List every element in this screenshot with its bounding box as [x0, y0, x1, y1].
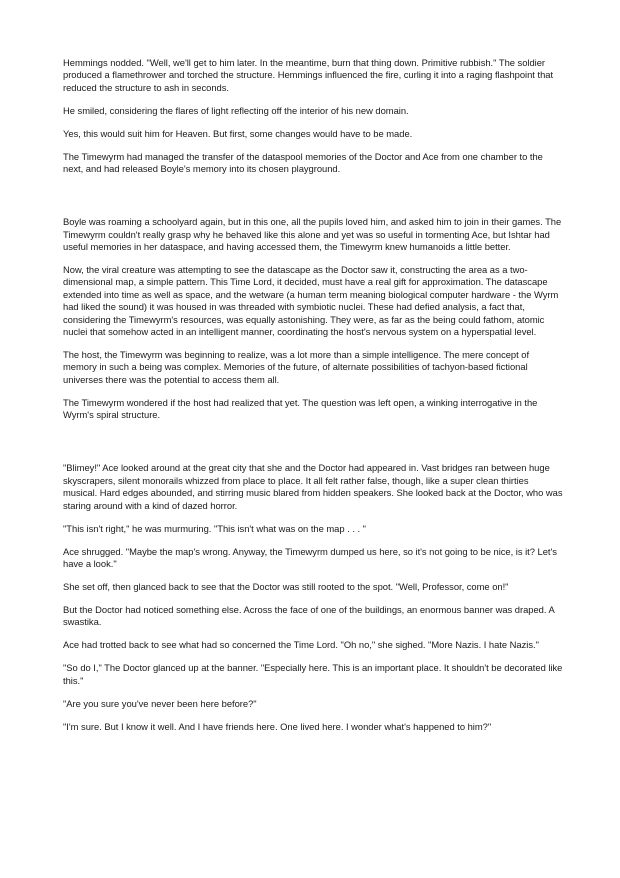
- paragraph-15: "So do I," The Doctor glanced up at the banner. "Especially here. This is an important place. It shouldn't be decorated like this.": [63, 662, 563, 686]
- section-break-1: [63, 186, 564, 216]
- paragraph-9: "Blimey!" Ace looked around at the great city that she and the Doctor had appeared in. Vast bridges ran between huge skyscrapers, silent monorails whizzed from place to place. It all felt rather false, though, like a super clean thirties musical. Hard edges abounded, and stirring music blared from hidden speakers. She looked back at the Doctor, who was staring around with a kind of dazed horror.: [63, 462, 563, 511]
- paragraph-7: The host, the Timewyrm was beginning to realize, was a lot more than a simple intelligence. The mere concept of memory in such a being was complex. Memories of the future, of alternate possibilities of tachyon-based fictional universes there was the potential to access them all.: [63, 349, 530, 385]
- paragraph-16: "Are you sure you've never been here before?": [63, 697, 257, 709]
- paragraph-4: The Timewyrm had managed the transfer of the dataspool memories of the Doctor and Ace from one chamber to the next, and had released Boyle's memory into its chosen playground.: [63, 150, 543, 175]
- paragraph-2: He smiled, considering the flares of light reflecting off the interior of his new domain.: [63, 104, 409, 116]
- paragraph-14: Ace had trotted back to see what had so concerned the Time Lord. "Oh no," she sighed. "More Nazis. I hate Nazis.": [63, 639, 539, 651]
- paragraph-6: Now, the viral creature was attempting to see the datascape as the Doctor saw it, constructing the area as a two-dimensional map, a simple pattern. This Time Lord, it decided, must have a real gift for approximation. The datascape extended into time as well as space, and the wetware (a human term meaning biological computer hardware - the Wyrm had liked the sound) it was housed in was threaded with symbiotic nuclei. These had defied analysis, a fact that, considering the Timewyrm's resources, was equally astonishing. They were, as far as the being could fathom, atomic nuclei that somehow acted in an intelligent manner, coordinating the host's nervous system on a hyperspatial level.: [63, 264, 559, 338]
- paragraph-10: "This isn't right," he was murmuring. "This isn't what was on the map . . . ": [63, 522, 366, 534]
- paragraph-17: "I'm sure. But I know it well. And I have friends here. One lived here. I wonder what's happened to him?": [63, 720, 492, 732]
- paragraph-11: Ace shrugged. "Maybe the map's wrong. Anyway, the Timewyrm dumped us here, so it's not going to be nice, is it? Let's have a look.": [63, 545, 557, 569]
- paragraph-3: Yes, this would suit him for Heaven. But first, some changes would have to be made.: [63, 127, 413, 139]
- paragraph-1: Hemmings nodded. "Well, we'll get to him later. In the meantime, burn that thing down. Primitive rubbish." The soldier produced a flamethrower and torched the structure. Hemmings influenced the fire, curling it into a raging flashpoint that reduced the structure to ash in seconds.: [63, 57, 554, 93]
- section-break-2: [63, 432, 564, 462]
- paragraph-8: The Timewyrm wondered if the host had realized that yet. The question was left open, a winking interrogative in the Wyrm's spiral structure.: [63, 396, 538, 421]
- paragraph-12: She set off, then glanced back to see that the Doctor was still rooted to the spot. "Well, Professor, come on!": [63, 580, 509, 592]
- paragraph-13: But the Doctor had noticed something else. Across the face of one of the buildings, an enormous banner was draped. A swastika.: [63, 603, 555, 628]
- paragraph-5: Boyle was roaming a schoolyard again, but in this one, all the pupils loved him, and asked him to join in their games. The Timewyrm couldn't really grasp why he behaved like this alone and yet was so useful in tormenting Ace, but Ishtar had useful memories in her dataspace, and having accessed them, the Timewyrm knew humanoids a little better.: [63, 216, 562, 253]
